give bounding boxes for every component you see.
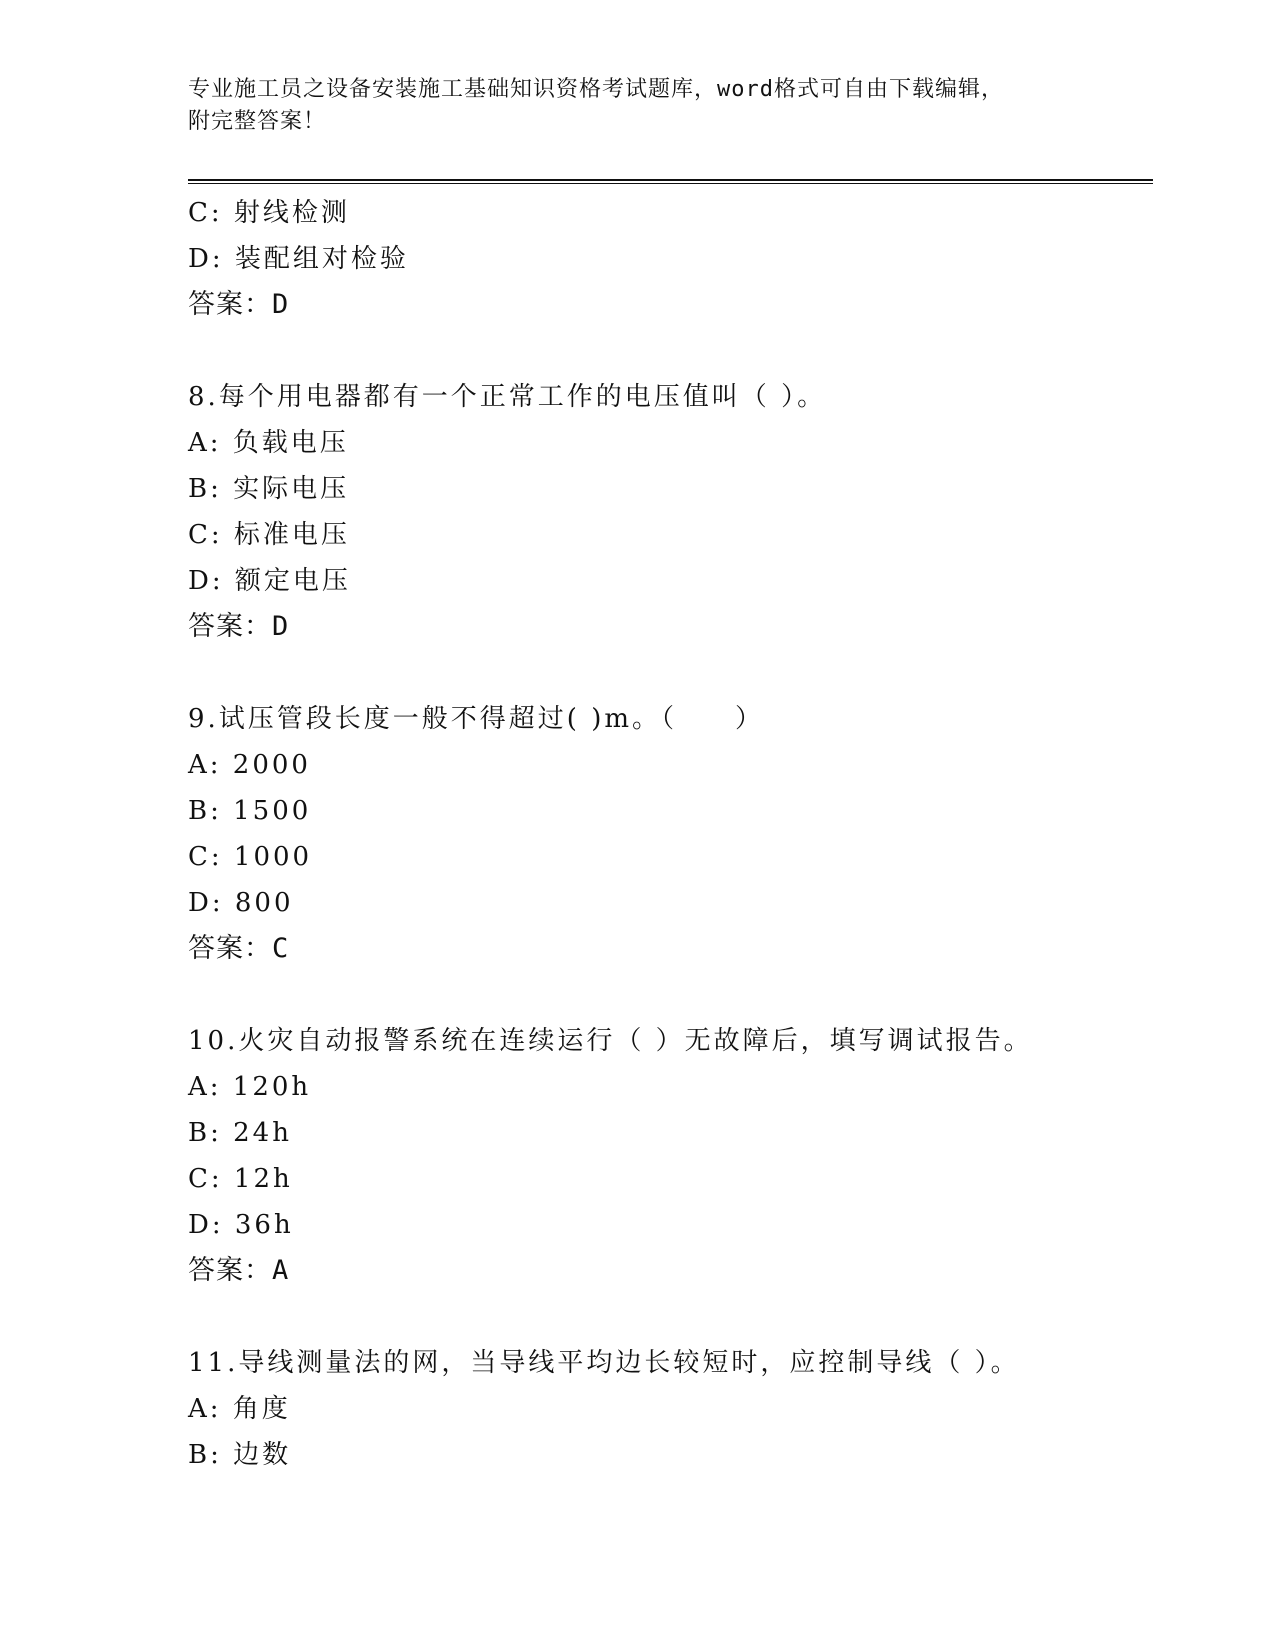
question-stem: 10.火灾自动报警系统在连续运行（ ）无故障后，填写调试报告。 <box>188 1026 1033 1056</box>
option-b: B: 1500 <box>188 796 312 826</box>
option-a: A: 角度 <box>188 1394 291 1424</box>
option-b: B: 边数 <box>188 1440 292 1470</box>
option-a: A: 2000 <box>188 750 311 780</box>
option-c: C: 射线检测 <box>188 198 350 228</box>
answer: 答案：A <box>188 1255 290 1286</box>
option-a: A: 120h <box>188 1072 312 1102</box>
answer: 答案：D <box>188 611 290 642</box>
question-7-continued <box>188 190 1153 328</box>
header-line-2: 附完整答案！ <box>188 109 327 134</box>
spacer <box>188 650 1153 696</box>
header-line-1: 专业施工员之设备安装施工基础知识资格考试题库，word格式可自由下载编辑， <box>188 77 1004 102</box>
question-8 <box>188 374 1153 650</box>
option-d: D: 800 <box>188 888 294 918</box>
option-c: C: 1000 <box>188 842 313 872</box>
option-c: C: 标准电压 <box>188 520 350 550</box>
option-b: B: 实际电压 <box>188 474 350 504</box>
answer: 答案：C <box>188 933 290 964</box>
question-stem: 8.每个用电器都有一个正常工作的电压值叫（ ）。 <box>188 382 827 412</box>
spacer <box>188 1294 1153 1340</box>
option-a: A: 负载电压 <box>188 428 349 458</box>
question-10 <box>188 1018 1153 1294</box>
option-c: C: 12h <box>188 1164 293 1194</box>
spacer <box>188 972 1153 1018</box>
question-9 <box>188 696 1153 972</box>
option-d: D: 36h <box>188 1210 294 1240</box>
option-d: D: 额定电压 <box>188 566 351 596</box>
question-stem: 9.试压管段长度一般不得超过( )m。（ ） <box>188 704 765 734</box>
spacer <box>188 328 1153 374</box>
question-list <box>188 190 1153 1478</box>
question-11 <box>188 1340 1153 1478</box>
header-divider <box>188 179 1153 184</box>
document-header <box>188 74 1088 138</box>
answer: 答案：D <box>188 289 290 320</box>
option-b: B: 24h <box>188 1118 292 1148</box>
question-stem: 11.导线测量法的网，当导线平均边长较短时，应控制导线（ ）。 <box>188 1348 1020 1378</box>
option-d: D: 装配组对检验 <box>188 244 409 274</box>
